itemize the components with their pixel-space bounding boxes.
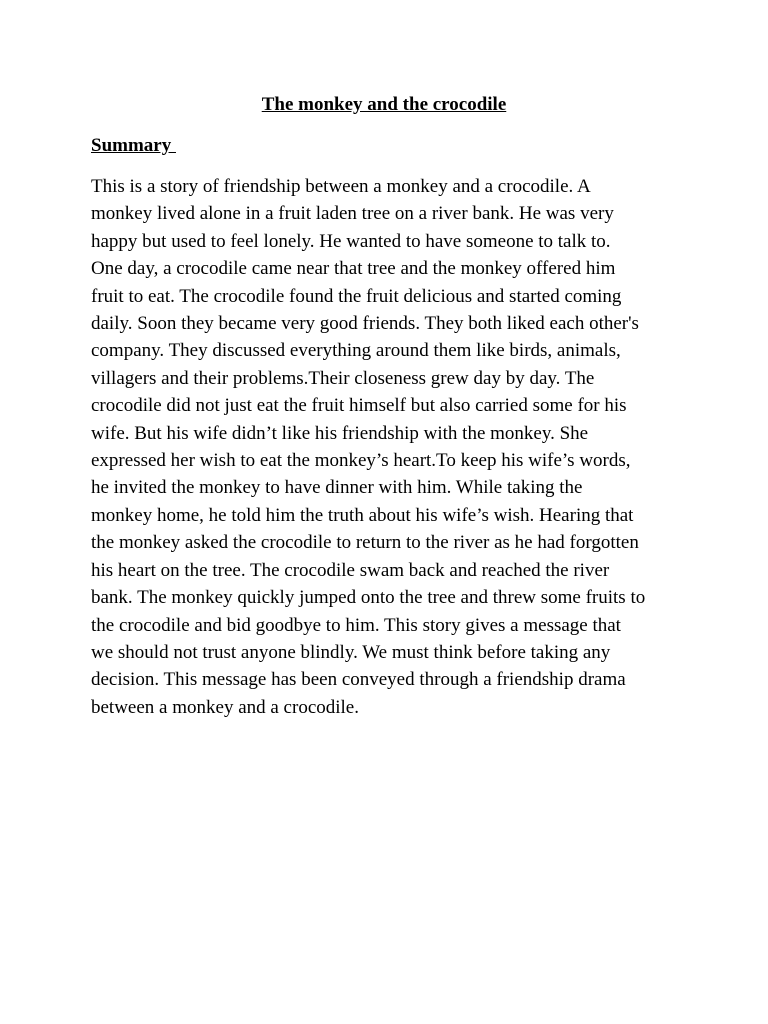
paragraph-line: monkey lived alone in a fruit laden tree on a river bank. He was very bbox=[91, 203, 614, 225]
paragraph-line: crocodile did not just eat the fruit himself but also carried some for his bbox=[91, 395, 627, 417]
paragraph-line: expressed her wish to eat the monkey’s heart.To keep his wife’s words, bbox=[91, 450, 631, 472]
paragraph-line: we should not trust anyone blindly. We must think before taking any bbox=[91, 641, 611, 663]
paragraph-line: his heart on the tree. The crocodile swam back and reached the river bbox=[91, 559, 610, 581]
paragraph-line: One day, a crocodile came near that tree and the monkey offered him bbox=[91, 258, 616, 280]
paragraph-line: fruit to eat. The crocodile found the fruit delicious and started coming bbox=[91, 285, 622, 307]
paragraph-line: between a monkey and a crocodile. bbox=[91, 696, 359, 718]
paragraph-line: he invited the monkey to have dinner with him. While taking the bbox=[91, 477, 583, 499]
summary-paragraph bbox=[91, 173, 683, 721]
paragraph-line: the monkey asked the crocodile to return to the river as he had forgotten bbox=[91, 532, 639, 554]
paragraph-line: wife. But his wife didn’t like his friendship with the monkey. She bbox=[91, 422, 589, 444]
paragraph-line: monkey home, he told him the truth about his wife’s wish. Hearing that bbox=[91, 504, 634, 526]
paragraph-line: This is a story of friendship between a monkey and a crocodile. A bbox=[91, 176, 591, 197]
section-heading: Summary bbox=[91, 135, 176, 156]
paragraph-line: company. They discussed everything around them like birds, animals, bbox=[91, 340, 621, 362]
document-title: The monkey and the crocodile bbox=[261, 94, 507, 115]
paragraph-line: the crocodile and bid goodbye to him. This story gives a message that bbox=[91, 614, 621, 636]
paragraph-line: villagers and their problems.Their closeness grew day by day. The bbox=[91, 367, 595, 389]
paragraph-line: decision. This message has been conveyed through a friendship drama bbox=[91, 669, 626, 691]
paragraph-line: daily. Soon they became very good friends. They both liked each other's bbox=[91, 313, 639, 335]
paragraph-line: happy but used to feel lonely. He wanted to have someone to talk to. bbox=[91, 230, 611, 252]
paragraph-line: bank. The monkey quickly jumped onto the tree and threw some fruits to bbox=[91, 587, 646, 609]
